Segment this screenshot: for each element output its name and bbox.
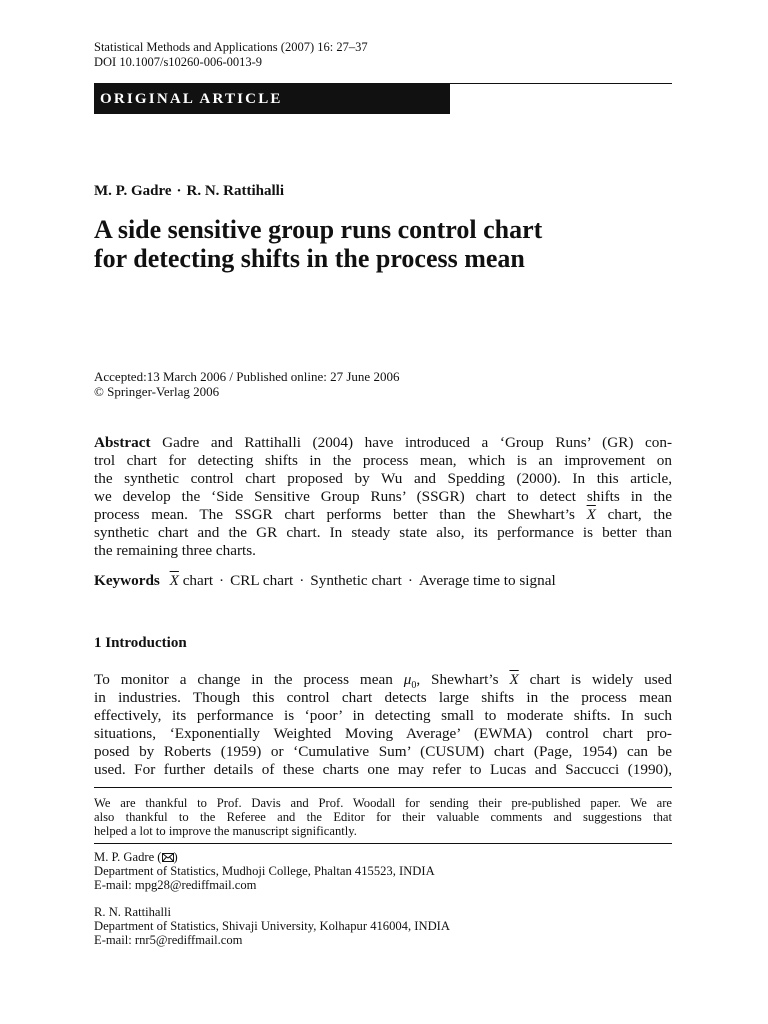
footnote-line: also thankful to the Referee and the Editor for their valuable comments and suggestions that bbox=[94, 810, 672, 824]
mu-symbol: μ bbox=[403, 671, 412, 688]
keyword-separator: · bbox=[407, 572, 413, 589]
affiliation-email: E-mail: rnr5@rediffmail.com bbox=[94, 933, 243, 947]
paper-title-line: for detecting shifts in the process mean bbox=[94, 244, 525, 273]
journal-doi: DOI 10.1007/s10260-006-0013-9 bbox=[94, 55, 263, 69]
body-line: in industries. Though this control chart detects large shifts in the process mean bbox=[94, 689, 672, 706]
abstract-text: process mean. The SSGR chart performs better than the Shewhart’s bbox=[94, 506, 587, 523]
footnote-line: We are thankful to Prof. Davis and Prof. Woodall for sending their pre-published paper. We are bbox=[94, 796, 672, 810]
affiliation-department: Department of Statistics, Mudhoji College, Phaltan 415523, INDIA bbox=[94, 864, 435, 878]
abstract-line: trol chart for detecting shifts in the process mean, which is an improvement on bbox=[94, 452, 672, 469]
keyword: CRL chart bbox=[230, 572, 294, 589]
journal-citation: Statistical Methods and Applications (2007) 16: 27–37 bbox=[94, 40, 368, 54]
body-line: situations, ‘Exponentially Weighted Moving Average’ (EWMA) control chart pro- bbox=[94, 725, 672, 742]
body-text: chart is widely used bbox=[518, 671, 672, 688]
paper-title bbox=[94, 215, 542, 273]
keyword: Average time to signal bbox=[418, 572, 556, 589]
body-text: To monitor a change in the process mean bbox=[94, 671, 404, 688]
body-text: , Shewhart’s bbox=[416, 671, 510, 688]
publication-dates: Accepted:13 March 2006 / Published online: 27 June 2006 bbox=[94, 369, 400, 384]
paper-page bbox=[94, 0, 672, 1024]
author-name: R. N. Rattihalli bbox=[186, 183, 285, 199]
abstract-label: Abstract bbox=[94, 434, 151, 451]
paper-title-line: A side sensitive group runs control chart bbox=[94, 215, 543, 244]
article-type-banner bbox=[94, 83, 672, 114]
abstract-line: the synthetic control chart proposed by Wu and Spedding (2000). In this article, bbox=[94, 470, 672, 487]
abstract-text: Gadre and Rattihalli (2004) have introduced a ‘Group Runs’ (GR) con- bbox=[150, 434, 672, 451]
body-line: used. For further details of these charts one may refer to Lucas and Saccucci (1990), bbox=[94, 761, 672, 778]
body-line: effectively, its performance is ‘poor’ in detecting small to moderate shifts. In such bbox=[94, 707, 672, 724]
abstract-line: the remaining three charts. bbox=[94, 542, 256, 559]
affiliation-email: E-mail: mpg28@rediffmail.com bbox=[94, 878, 257, 892]
abstract-line: we develop the ‘Side Sensitive Group Runs’ (SSGR) chart to detect shifts in the bbox=[94, 488, 672, 505]
footnote-rule bbox=[94, 787, 672, 788]
keywords-label: Keywords bbox=[94, 572, 160, 589]
keyword-separator: · bbox=[219, 572, 225, 589]
keyword-separator: · bbox=[299, 572, 305, 589]
author-separator: · bbox=[176, 183, 182, 199]
section-heading: 1 Introduction bbox=[94, 635, 187, 651]
abstract-line bbox=[94, 434, 672, 452]
affiliation-department: Department of Statistics, Shivaji University, Kolhapur 416004, INDIA bbox=[94, 919, 450, 933]
affiliation-name: R. N. Rattihalli bbox=[94, 905, 171, 919]
abstract-text: chart, the bbox=[595, 506, 672, 523]
author-list bbox=[94, 183, 284, 200]
copyright-notice: © Springer-Verlag 2006 bbox=[94, 384, 220, 399]
x-bar-symbol: $\overline{X}$ bbox=[586, 506, 596, 523]
affiliation-name: M. P. Gadre ( ) bbox=[94, 850, 178, 864]
envelope-icon bbox=[162, 853, 174, 862]
subscript: 0 bbox=[411, 680, 417, 692]
abstract-line bbox=[94, 506, 672, 524]
body-line: posed by Roberts (1959) or ‘Cumulative Sum’ (CUSUM) chart (Page, 1954) can be bbox=[94, 743, 672, 760]
keyword: chart bbox=[178, 572, 214, 589]
article-type-label: ORIGINAL ARTICLE bbox=[94, 84, 450, 114]
x-bar-symbol: $\overline{X}$ bbox=[509, 671, 519, 688]
keywords bbox=[94, 572, 556, 590]
affiliation-rule bbox=[94, 843, 672, 844]
abstract-line: synthetic chart and the GR chart. In steady state also, its performance is better than bbox=[94, 524, 672, 541]
author-name: M. P. Gadre bbox=[94, 183, 172, 199]
keyword: Synthetic chart bbox=[310, 572, 402, 589]
footnote-line: helped a lot to improve the manuscript significantly. bbox=[94, 824, 357, 838]
x-bar-symbol: $\overline{X}$ bbox=[169, 572, 179, 589]
